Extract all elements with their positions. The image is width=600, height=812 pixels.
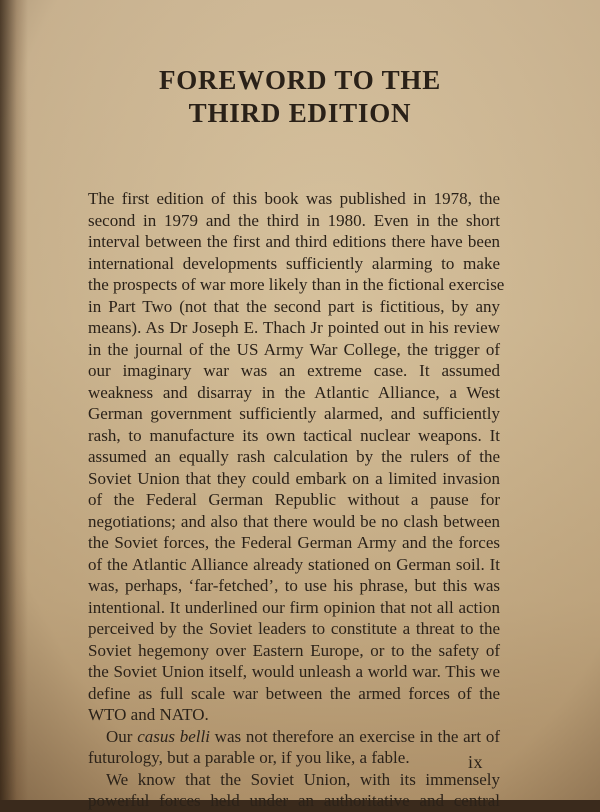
body-line: WTO and NATO. — [88, 705, 209, 724]
body-line: interval between the first and third editions there have been — [88, 232, 500, 251]
body-line: of the Atlantic Alliance already stationed on German soil. It — [88, 554, 500, 574]
body-line: assumed an equally rash calculation by the rulers of the — [88, 447, 500, 466]
chapter-title-line-1: FOREWORD TO THE — [158, 65, 442, 95]
body-line: the Soviet Union itself, would unleash a world war. This we — [88, 662, 500, 681]
body-line: second in 1979 and the third in 1980. Even in the short — [88, 210, 500, 230]
body-line: The first edition of this book was published in 1978, the — [88, 189, 500, 208]
body-line: Soviet Union that they could embark on a limited invasion — [88, 468, 500, 488]
body-line: the Soviet forces, the Federal German Army and the forces — [88, 533, 500, 552]
body-line: Soviet hegemony over Eastern Europe, or to the safety of — [88, 640, 500, 660]
body-line: international developments sufficiently alarming to make — [88, 253, 500, 273]
body-line: the prospects of war more likely than in the fictional exercise — [88, 275, 505, 294]
body-line: Our casus belli was not therefore an exercise in the art of — [106, 726, 500, 746]
page-number: ix — [468, 752, 484, 772]
body-line: negotiations; and also that there would be no clash between — [88, 511, 500, 531]
body-line: of the Federal German Republic without a pause for — [88, 490, 500, 509]
body-line: German government sufficiently alarmed, and sufficiently — [88, 404, 500, 423]
body-line: means). As Dr Joseph E. Thach Jr pointed out in his review — [88, 318, 500, 337]
chapter-title-line-2: THIRD EDITION — [188, 98, 412, 128]
body-line: powerful forces held under an authoritative and central — [88, 791, 500, 810]
body-line: futurology, but a parable or, if you like, a fable. — [88, 748, 410, 767]
body-line: weakness and disarray in the Atlantic Alliance, a West — [88, 382, 500, 402]
body-text — [88, 188, 505, 812]
body-line: perceived by the Soviet leaders to constitute a threat to the — [88, 619, 500, 638]
body-line: our imaginary war was an extreme case. It assumed — [88, 361, 500, 380]
chapter-title — [90, 64, 510, 130]
page-binding-shadow — [0, 0, 28, 800]
body-line: was, perhaps, ‘far-fetched’, to use his phrase, but this was — [88, 576, 500, 595]
body-line: in the journal of the US Army War College, the trigger of — [88, 339, 500, 359]
body-line: rash, to manufacture its own tactical nuclear weapons. It — [88, 425, 500, 445]
body-line: intentional. It underlined our firm opinion that not all action — [88, 597, 500, 617]
body-line: in Part Two (not that the second part is fictitious, by any — [88, 296, 500, 316]
body-line: We know that the Soviet Union, with its immensely — [106, 769, 500, 789]
body-line: define as full scale war between the armed forces of the — [88, 683, 500, 703]
